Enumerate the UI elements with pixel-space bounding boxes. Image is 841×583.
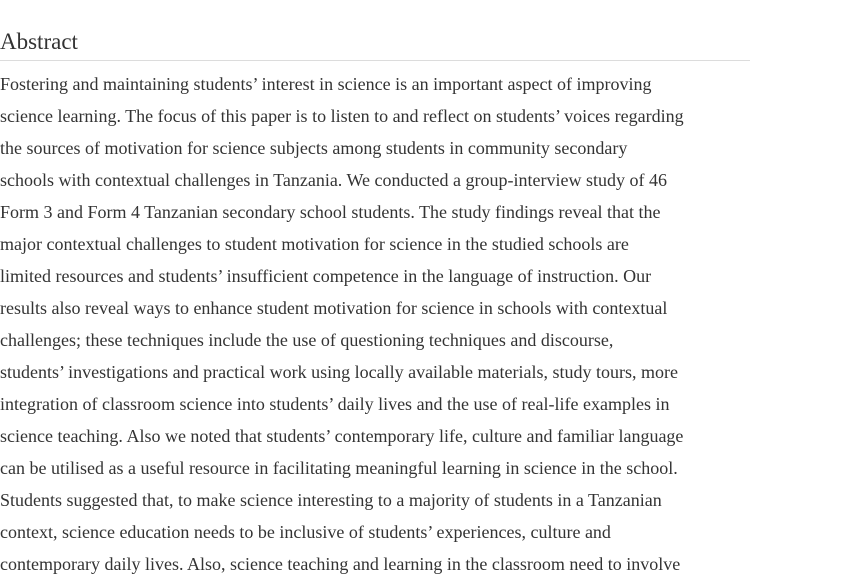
abstract-line: context, science education needs to be inclusive of students’ experiences, culture and xyxy=(0,522,611,542)
abstract-line: the sources of motivation for science subjects among students in community secondary xyxy=(0,138,628,158)
abstract-section xyxy=(0,26,760,580)
abstract-line: results also reveal ways to enhance student motivation for science in schools with contextual xyxy=(0,298,668,318)
abstract-line: challenges; these techniques include the use of questioning techniques and discourse, xyxy=(0,330,614,350)
abstract-line: Fostering and maintaining students’ interest in science is an important aspect of improving xyxy=(0,74,652,94)
abstract-heading: Abstract xyxy=(0,26,750,61)
abstract-line: Students suggested that, to make science interesting to a majority of students in a Tanzanian xyxy=(0,490,662,510)
abstract-line: science teaching. Also we noted that students’ contemporary life, culture and familiar language xyxy=(0,426,684,446)
abstract-line: integration of classroom science into students’ daily lives and the use of real-life examples in xyxy=(0,394,670,414)
abstract-line: can be utilised as a useful resource in facilitating meaningful learning in science in the school. xyxy=(0,458,678,478)
abstract-line: contemporary daily lives. Also, science teaching and learning in the classroom need to involve xyxy=(0,554,681,574)
abstract-line: limited resources and students’ insufficient competence in the language of instruction. Our xyxy=(0,266,652,286)
abstract-body xyxy=(0,68,750,580)
abstract-line: science learning. The focus of this paper is to listen to and reflect on students’ voices regarding xyxy=(0,106,684,126)
abstract-line: schools with contextual challenges in Tanzania. We conducted a group-interview study of 46 xyxy=(0,170,667,190)
abstract-line: students’ investigations and practical work using locally available materials, study tours, more xyxy=(0,362,678,382)
abstract-line: major contextual challenges to student motivation for science in the studied schools are xyxy=(0,234,629,254)
abstract-line: Form 3 and Form 4 Tanzanian secondary school students. The study findings reveal that the xyxy=(0,202,661,222)
